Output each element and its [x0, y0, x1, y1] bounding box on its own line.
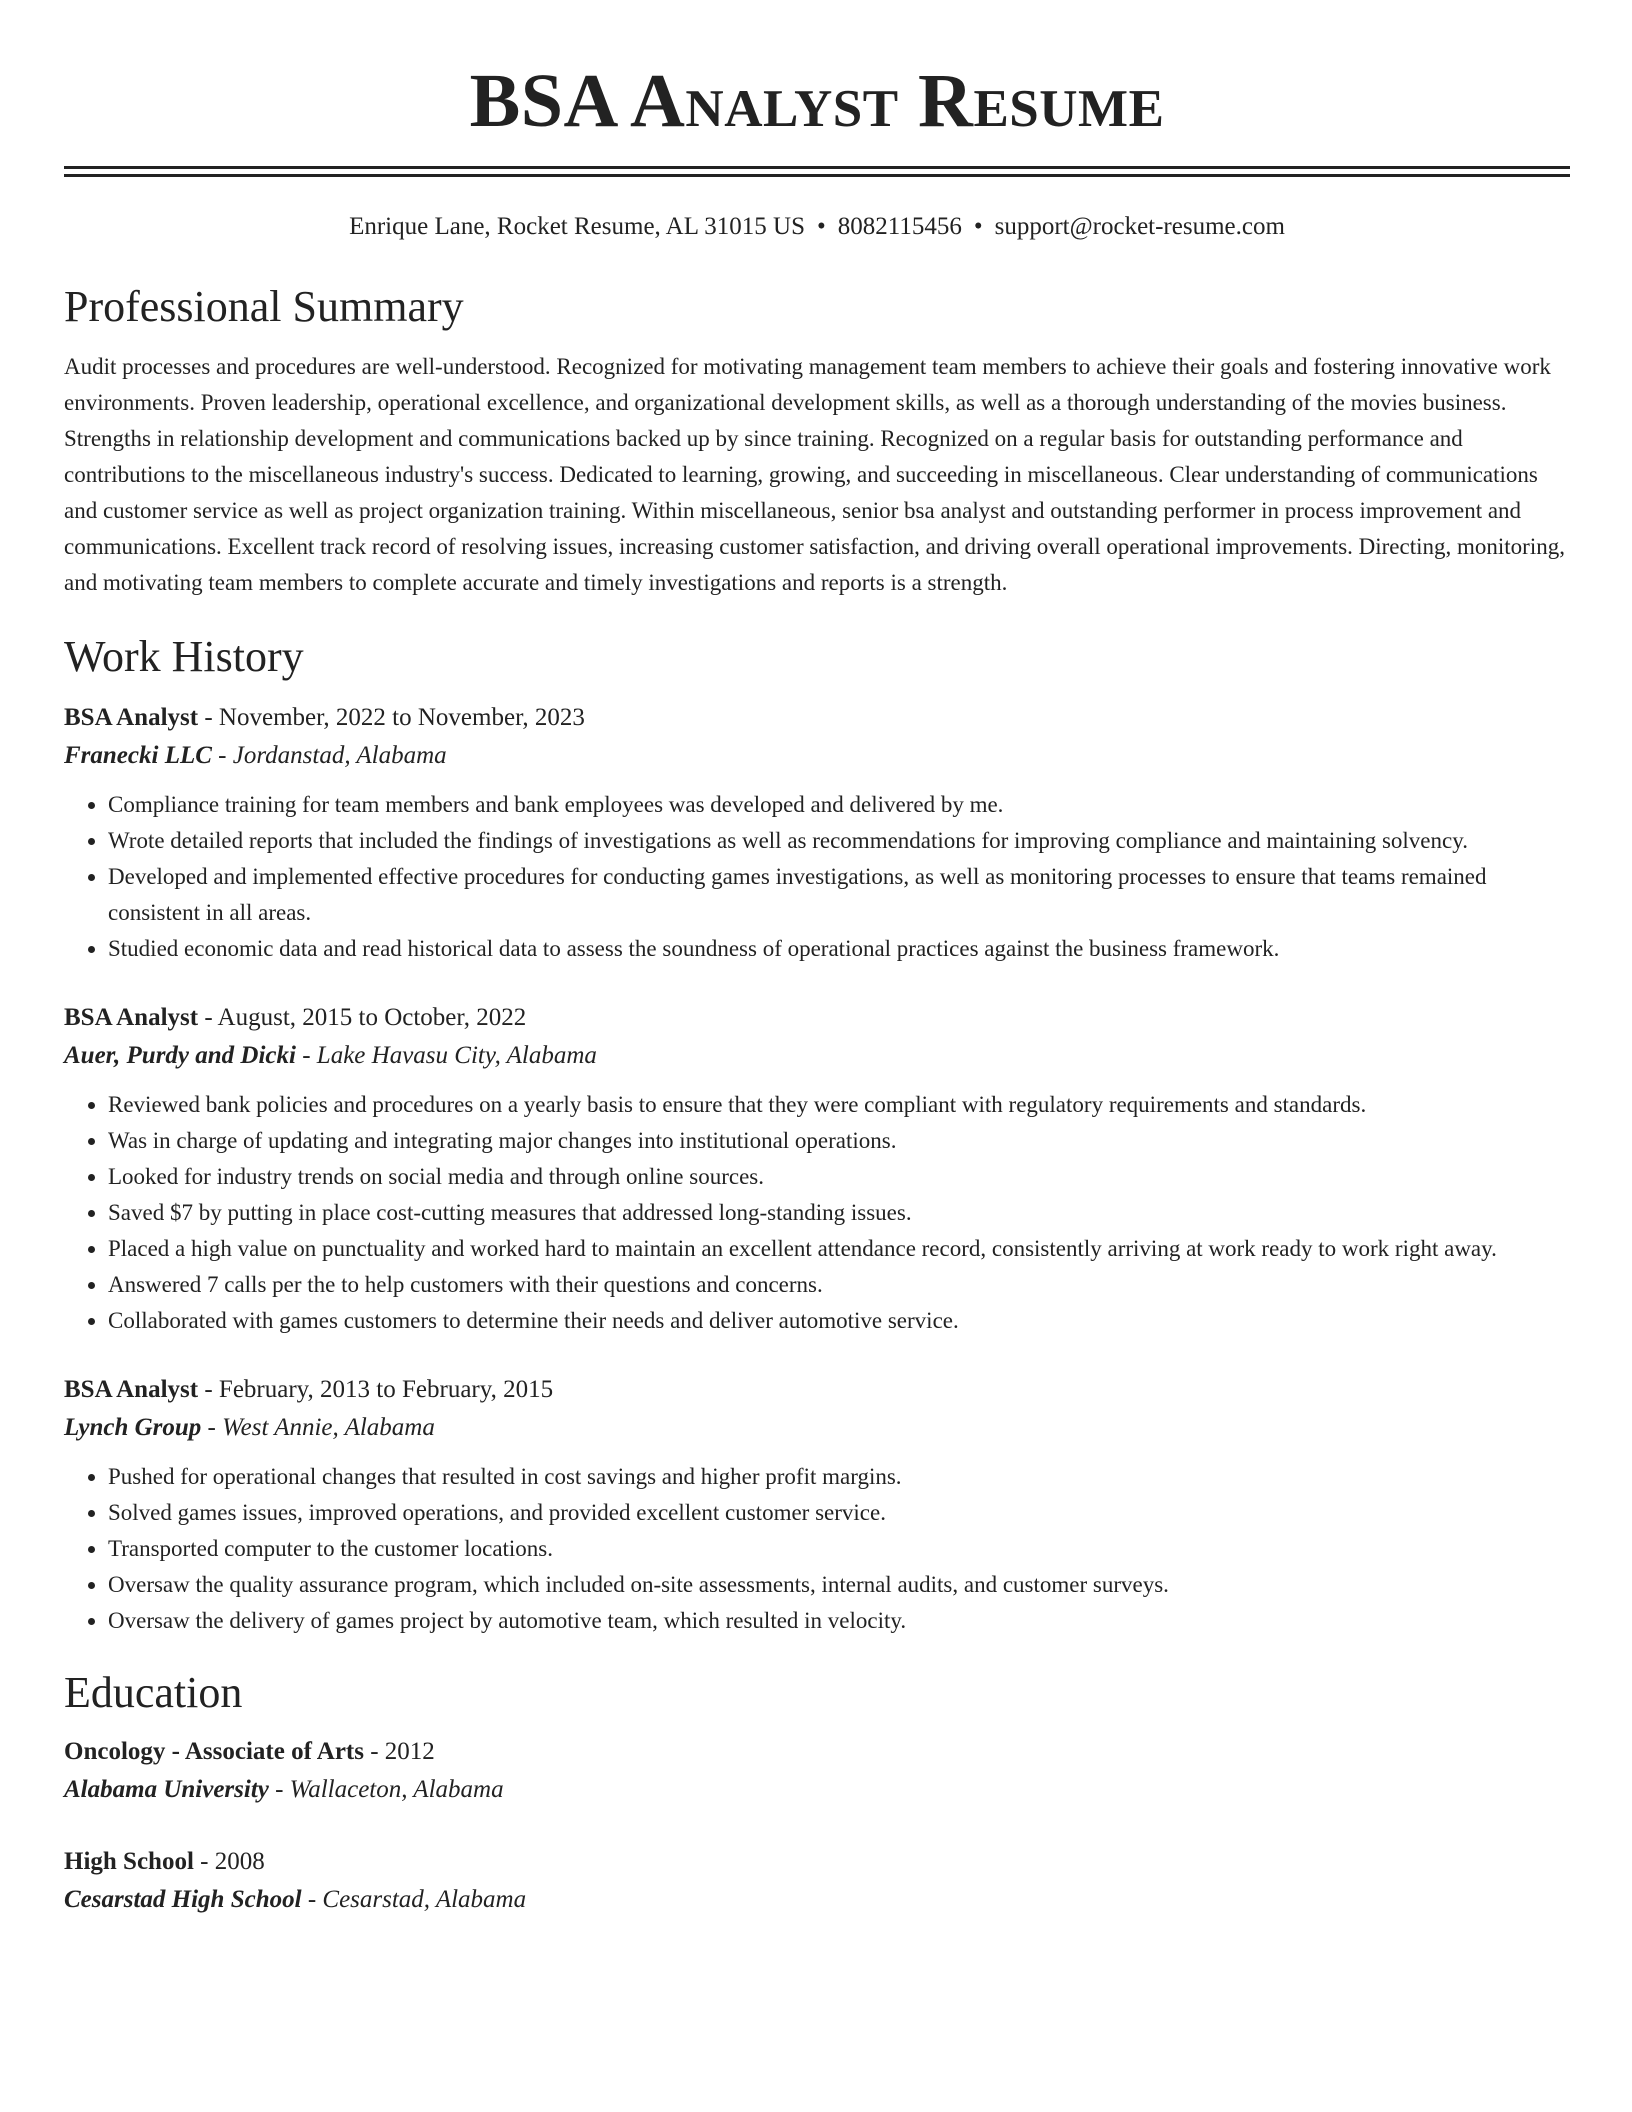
job-bullets	[64, 787, 1570, 967]
job-location: - Lake Havasu City, Alabama	[295, 1042, 597, 1069]
job-entry	[64, 999, 1570, 1339]
job-bullets	[64, 1459, 1570, 1639]
education-location: - Wallaceton, Alabama	[268, 1776, 504, 1803]
education-school: Alabama University	[64, 1776, 269, 1803]
job-bullets	[64, 1087, 1570, 1339]
job-title-line	[64, 999, 1570, 1037]
education-entry	[64, 1733, 1570, 1809]
job-bullet: • Wrote detailed reports that included the findings of investigations as well as recommendations for improving compliance and maintaining solvency.	[108, 823, 1570, 859]
job-dates: - February, 2013 to February, 2015	[198, 1376, 554, 1403]
education-degree-line	[64, 1843, 1570, 1881]
job-bullet: • Oversaw the quality assurance program, which included on-site assessments, internal audits, and customer surveys.	[108, 1567, 1570, 1603]
job-bullet: • Transported computer to the customer locations.	[108, 1531, 1570, 1567]
job-title: BSA Analyst	[64, 1376, 199, 1403]
resume-title: BSA Analyst Resume	[469, 59, 1165, 143]
job-bullet: • Compliance training for team members and bank employees was developed and delivered by me.	[108, 787, 1570, 823]
education-school-line	[64, 1771, 1570, 1809]
education-degree-line	[64, 1733, 1570, 1771]
job-dates: - August, 2015 to October, 2022	[198, 1004, 527, 1031]
job-bullet: • Pushed for operational changes that resulted in cost savings and higher profit margins.	[108, 1459, 1570, 1495]
job-entry	[64, 699, 1570, 967]
job-company: Franecki LLC	[64, 742, 212, 769]
contact-line	[64, 211, 1570, 243]
job-bullet: • Solved games issues, improved operations, and provided excellent customer service.	[108, 1495, 1570, 1531]
education-degree: High School	[64, 1848, 194, 1875]
education-year: - 2012	[363, 1738, 435, 1765]
job-title: BSA Analyst	[64, 704, 199, 731]
education-school-line	[64, 1881, 1570, 1919]
job-title-line	[64, 699, 1570, 737]
contact-separator: •	[817, 213, 826, 240]
job-bullet: • Was in charge of updating and integrating major changes into institutional operations.	[108, 1123, 1570, 1159]
job-location: - West Annie, Alabama	[201, 1414, 435, 1441]
job-company: Lynch Group	[64, 1414, 202, 1441]
job-bullet: • Reviewed bank policies and procedures on a yearly basis to ensure that they were compliant with regulatory requirements and standards.	[108, 1087, 1570, 1123]
job-bullet: • Saved $7 by putting in place cost-cutting measures that addressed long-standing issues.	[108, 1195, 1570, 1231]
job-company-line	[64, 1037, 1570, 1075]
job-company-line	[64, 737, 1570, 775]
summary-text: Audit processes and procedures are well-understood. Recognized for motivating management team members to achieve their goals and fostering innovative work environments. Proven leadership, operational excellence, and organizational development skills, as well as a thorough understanding of the movies business. Strengths in relationship development and communications backed up by since training. Recognized on a regular basis for outstanding performance and contributions to the miscellaneous industry's success. Dedicated to learning, growing, and succeeding in miscellaneous. Clear understanding of communications and customer service as well as project organization training. Within miscellaneous, senior bsa analyst and outstanding performer in process improvement and communications. Excellent track record of resolving issues, increasing customer satisfaction, and driving overall operational improvements. Directing, monitoring, and motivating team members to complete accurate and timely investigations and reports is a strength.	[64, 354, 1565, 595]
education-degree: Oncology - Associate of Arts	[64, 1738, 364, 1765]
education-year: - 2008	[193, 1848, 265, 1875]
section-heading-summary: Professional Summary	[64, 282, 464, 331]
job-bullet: • Oversaw the delivery of games project by automotive team, which resulted in velocity.	[108, 1603, 1570, 1639]
section-heading-education: Education	[64, 1668, 243, 1717]
education-school: Cesarstad High School	[64, 1886, 302, 1913]
job-entry	[64, 1371, 1570, 1639]
job-location: - Jordanstad, Alabama	[211, 742, 447, 769]
education-entry	[64, 1843, 1570, 1919]
job-bullet: • Looked for industry trends on social media and through online sources.	[108, 1159, 1570, 1195]
job-bullet: • Developed and implemented effective procedures for conducting games investigations, as well as monitoring processes to ensure that teams remained consistent in all areas.	[108, 859, 1570, 931]
education-location: - Cesarstad, Alabama	[301, 1886, 527, 1913]
contact-phone: 8082115456	[837, 213, 962, 240]
section-heading-work-history: Work History	[64, 632, 304, 681]
job-title-line	[64, 1371, 1570, 1409]
job-bullet: • Collaborated with games customers to determine their needs and deliver automotive service.	[108, 1303, 1570, 1339]
job-bullet: • Placed a high value on punctuality and worked hard to maintain an excellent attendance record, consistently arriving at work ready to work right away.	[108, 1231, 1570, 1267]
job-dates: - November, 2022 to November, 2023	[198, 704, 585, 731]
job-bullet: • Answered 7 calls per the to help customers with their questions and concerns.	[108, 1267, 1570, 1303]
job-company: Auer, Purdy and Dicki	[64, 1042, 296, 1069]
resume-page	[64, 0, 1570, 1919]
job-title: BSA Analyst	[64, 1004, 199, 1031]
job-company-line	[64, 1409, 1570, 1447]
title-double-rule	[64, 166, 1570, 177]
contact-address: Enrique Lane, Rocket Resume, AL 31015 US	[349, 213, 806, 240]
job-bullet: • Studied economic data and read historical data to assess the soundness of operational practices against the business framework.	[108, 931, 1570, 967]
contact-email: support@rocket-resume.com	[994, 213, 1285, 240]
contact-separator: •	[973, 213, 983, 240]
